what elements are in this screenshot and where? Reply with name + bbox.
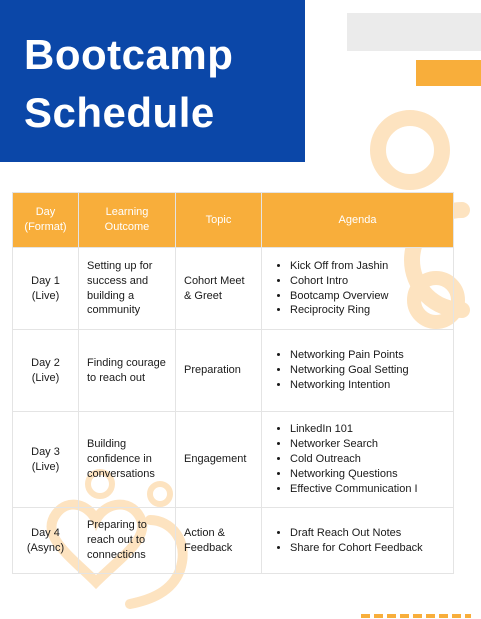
topic-cell: Preparation <box>176 330 262 412</box>
agenda-item: • Networking Goal Setting <box>290 363 445 378</box>
agenda-item: • Share for Cohort Feedback <box>290 541 445 556</box>
outcome-cell: Preparing to reach out to connections <box>79 508 176 574</box>
header-agenda: Agenda <box>262 193 454 248</box>
agenda-item: • Effective Communication I <box>290 482 445 497</box>
agenda-item: • Networking Pain Points <box>290 348 445 363</box>
header-topic: Topic <box>176 193 262 248</box>
title-line-1: Bootcamp <box>24 31 234 78</box>
table-row <box>13 508 454 574</box>
topic-cell: Engagement <box>176 412 262 508</box>
day-cell: Day 2 (Live) <box>13 330 79 412</box>
agenda-list <box>270 422 445 496</box>
agenda-cell <box>262 412 454 508</box>
agenda-list <box>270 259 445 318</box>
agenda-item: • Reciprocity Ring <box>290 303 445 318</box>
agenda-cell <box>262 248 454 330</box>
table-row <box>13 412 454 508</box>
agenda-item: • Cold Outreach <box>290 452 445 467</box>
table-header-row <box>13 193 454 248</box>
dashed-decoration <box>361 613 471 619</box>
agenda-cell <box>262 508 454 574</box>
table-row <box>13 248 454 330</box>
agenda-item: • Networking Intention <box>290 378 445 393</box>
agenda-item: • Networking Questions <box>290 467 445 482</box>
header-outcome: Learning Outcome <box>79 193 176 248</box>
outcome-cell: Finding courage to reach out <box>79 330 176 412</box>
day-cell: Day 1 (Live) <box>13 248 79 330</box>
agenda-list <box>270 348 445 393</box>
topic-cell: Cohort Meet & Greet <box>176 248 262 330</box>
header-day: Day (Format) <box>13 193 79 248</box>
agenda-item: • Draft Reach Out Notes <box>290 526 445 541</box>
agenda-item: • Networker Search <box>290 437 445 452</box>
schedule-table <box>12 192 454 574</box>
table-row <box>13 330 454 412</box>
agenda-item: • LinkedIn 101 <box>290 422 445 437</box>
agenda-item: • Bootcamp Overview <box>290 289 445 304</box>
day-cell: Day 3 (Live) <box>13 412 79 508</box>
agenda-item: • Cohort Intro <box>290 274 445 289</box>
agenda-item: • Kick Off from Jashin <box>290 259 445 274</box>
outcome-cell: Building confidence in conversations <box>79 412 176 508</box>
day-cell: Day 4 (Async) <box>13 508 79 574</box>
agenda-cell <box>262 330 454 412</box>
agenda-list <box>270 526 445 556</box>
title-line-2: Schedule <box>24 89 215 136</box>
outcome-cell: Setting up for success and building a community <box>79 248 176 330</box>
topic-cell: Action & Feedback <box>176 508 262 574</box>
